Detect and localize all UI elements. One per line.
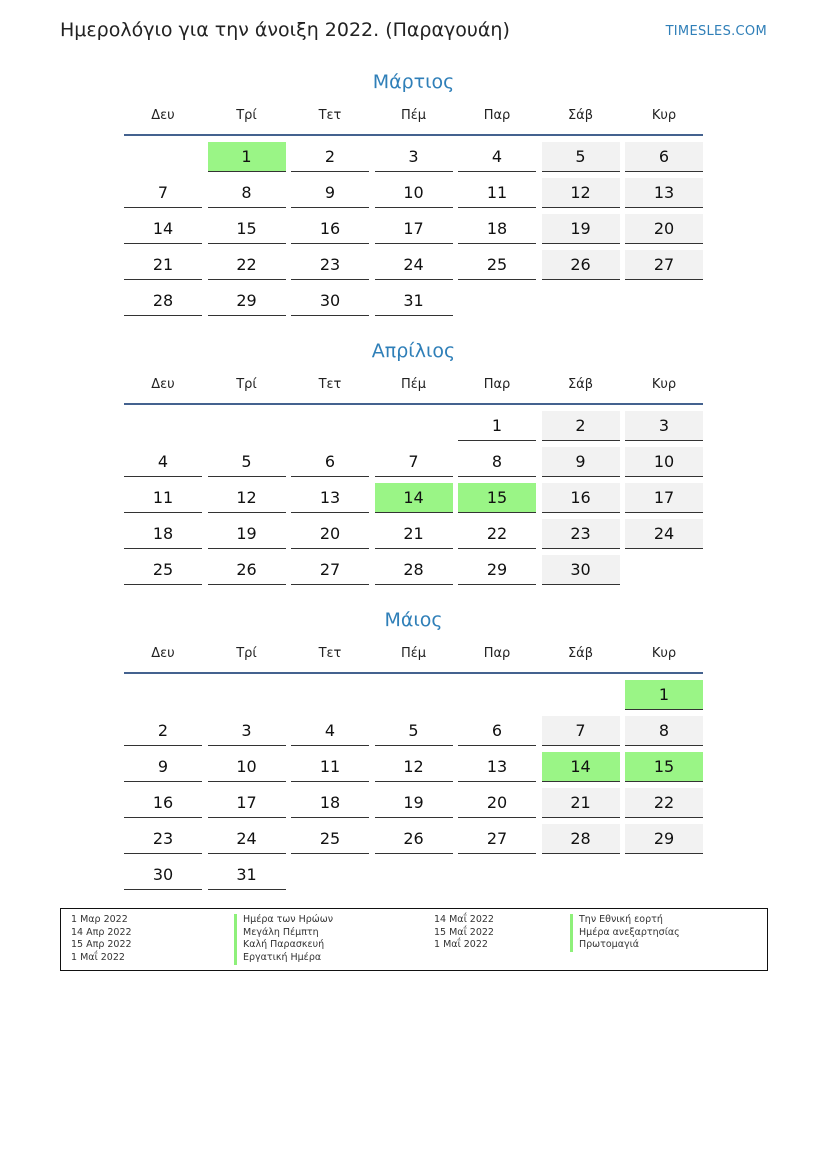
day-cell: 26 [208, 555, 286, 585]
month-april [124, 337, 703, 585]
day-cell: 9 [291, 178, 369, 208]
day-cell: 11 [124, 483, 202, 513]
day-cell: 26 [542, 250, 620, 280]
day-cell: 2 [542, 411, 620, 441]
month-march [124, 68, 703, 316]
weekday-header [124, 96, 703, 136]
month-may [124, 606, 703, 884]
day-cell: 21 [542, 788, 620, 818]
day-cell: 19 [542, 214, 620, 244]
weekday-label: Κυρ [651, 646, 677, 661]
legend-name: Την Εθνική εορτή [570, 914, 759, 927]
weekday-label: Σάβ [567, 377, 594, 392]
day-cell: 7 [375, 447, 453, 477]
day-cell: 7 [124, 178, 202, 208]
day-cell: 3 [625, 411, 703, 441]
day-cell: 25 [458, 250, 536, 280]
day-cell: 24 [208, 824, 286, 854]
day-cell: 23 [542, 519, 620, 549]
day-cell: 8 [625, 716, 703, 746]
weekday-label: Τετ [318, 377, 342, 392]
legend-name: Μεγάλη Πέμπτη [234, 927, 423, 940]
page-title: Ημερολόγιο για την άνοιξη 2022. (Παραγουάη) [60, 19, 510, 41]
day-cell: 27 [291, 555, 369, 585]
legend-date: 1 Μαΐ 2022 [434, 939, 488, 950]
day-cell: 30 [542, 555, 620, 585]
day-cell: 9 [542, 447, 620, 477]
day-cell: 8 [208, 178, 286, 208]
holiday-legend [60, 908, 768, 971]
legend-name: Ημέρα των Ηρώων [234, 914, 423, 927]
weekday-label: Κυρ [651, 108, 677, 123]
day-cell: 12 [375, 752, 453, 782]
day-cell: 17 [375, 214, 453, 244]
month-title: Απρίλιος [371, 340, 456, 362]
weekday-label: Τρί [236, 377, 257, 392]
day-cell: 10 [625, 447, 703, 477]
weekday-label: Τρί [236, 108, 257, 123]
day-cell: 6 [458, 716, 536, 746]
day-cell: 20 [458, 788, 536, 818]
day-grid [124, 674, 703, 884]
day-cell: 28 [124, 286, 202, 316]
month-title: Μάιος [384, 609, 443, 631]
day-cell: 5 [375, 716, 453, 746]
legend-date: 1 Μαρ 2022 [71, 914, 128, 925]
day-cell: 10 [375, 178, 453, 208]
weekday-label: Πέμ [400, 646, 427, 661]
day-cell: 6 [625, 142, 703, 172]
weekday-label: Τρί [236, 646, 257, 661]
day-cell: 22 [625, 788, 703, 818]
weekday-header [124, 365, 703, 405]
day-cell: 18 [291, 788, 369, 818]
day-cell: 17 [625, 483, 703, 513]
day-cell: 15 [208, 214, 286, 244]
day-cell: 30 [124, 860, 202, 890]
day-cell: 31 [375, 286, 453, 316]
day-cell: 3 [375, 142, 453, 172]
day-cell: 4 [458, 142, 536, 172]
weekday-label: Παρ [483, 377, 511, 392]
day-cell: 21 [124, 250, 202, 280]
day-cell: 3 [208, 716, 286, 746]
day-cell: 30 [291, 286, 369, 316]
day-cell: 26 [375, 824, 453, 854]
day-cell: 22 [208, 250, 286, 280]
day-cell: 13 [291, 483, 369, 513]
legend-name: Εργατική Ημέρα [234, 952, 423, 965]
weekday-label: Πέμ [400, 377, 427, 392]
day-cell: 28 [542, 824, 620, 854]
day-cell: 12 [542, 178, 620, 208]
day-cell: 15 [458, 483, 536, 513]
weekday-label: Τετ [318, 646, 342, 661]
weekday-label: Παρ [483, 646, 511, 661]
day-cell: 18 [124, 519, 202, 549]
day-cell: 2 [291, 142, 369, 172]
weekday-label: Κυρ [651, 377, 677, 392]
day-grid [124, 136, 703, 316]
day-cell: 24 [625, 519, 703, 549]
legend-date: 15 Απρ 2022 [71, 939, 132, 950]
day-cell: 15 [625, 752, 703, 782]
weekday-label: Σάβ [567, 646, 594, 661]
day-cell: 27 [625, 250, 703, 280]
month-title: Μάρτιος [372, 71, 455, 93]
day-grid [124, 405, 703, 585]
day-cell: 14 [124, 214, 202, 244]
weekday-label: Τετ [318, 108, 342, 123]
day-cell: 19 [375, 788, 453, 818]
day-cell: 16 [291, 214, 369, 244]
day-cell: 23 [124, 824, 202, 854]
day-cell: 31 [208, 860, 286, 890]
day-cell: 13 [625, 178, 703, 208]
day-cell: 6 [291, 447, 369, 477]
day-cell: 12 [208, 483, 286, 513]
day-cell: 4 [291, 716, 369, 746]
day-cell: 29 [458, 555, 536, 585]
day-cell: 5 [542, 142, 620, 172]
day-cell: 23 [291, 250, 369, 280]
day-cell: 21 [375, 519, 453, 549]
day-cell: 13 [458, 752, 536, 782]
weekday-label: Σάβ [567, 108, 594, 123]
weekday-label: Δευ [151, 108, 175, 123]
legend-date: 15 Μαΐ 2022 [434, 927, 494, 938]
day-cell: 8 [458, 447, 536, 477]
day-cell: 24 [375, 250, 453, 280]
day-cell: 17 [208, 788, 286, 818]
legend-date: 1 Μαΐ 2022 [71, 952, 125, 963]
day-cell: 1 [208, 142, 286, 172]
day-cell: 9 [124, 752, 202, 782]
day-cell: 2 [124, 716, 202, 746]
day-cell: 14 [542, 752, 620, 782]
weekday-label: Δευ [151, 377, 175, 392]
day-cell: 5 [208, 447, 286, 477]
day-cell: 10 [208, 752, 286, 782]
day-cell: 19 [208, 519, 286, 549]
day-cell: 28 [375, 555, 453, 585]
legend-name: Πρωτομαγιά [570, 939, 759, 952]
legend-date: 14 Μαΐ 2022 [434, 914, 494, 925]
day-cell: 14 [375, 483, 453, 513]
legend-name: Καλή Παρασκευή [234, 939, 423, 952]
legend-name: Ημέρα ανεξαρτησίας [570, 927, 759, 940]
day-cell: 29 [208, 286, 286, 316]
day-cell: 20 [625, 214, 703, 244]
day-cell: 27 [458, 824, 536, 854]
day-cell: 25 [124, 555, 202, 585]
day-cell: 18 [458, 214, 536, 244]
day-cell: 16 [542, 483, 620, 513]
day-cell: 16 [124, 788, 202, 818]
weekday-label: Παρ [483, 108, 511, 123]
day-cell: 4 [124, 447, 202, 477]
weekday-label: Δευ [151, 646, 175, 661]
day-cell: 11 [291, 752, 369, 782]
day-cell: 1 [458, 411, 536, 441]
weekday-header [124, 634, 703, 674]
day-cell: 29 [625, 824, 703, 854]
day-cell: 11 [458, 178, 536, 208]
day-cell: 7 [542, 716, 620, 746]
day-cell: 25 [291, 824, 369, 854]
weekday-label: Πέμ [400, 108, 427, 123]
day-cell: 1 [625, 680, 703, 710]
legend-date: 14 Απρ 2022 [71, 927, 132, 938]
day-cell: 20 [291, 519, 369, 549]
day-cell: 22 [458, 519, 536, 549]
brand-link[interactable]: TIMESLES.COM [665, 24, 767, 39]
